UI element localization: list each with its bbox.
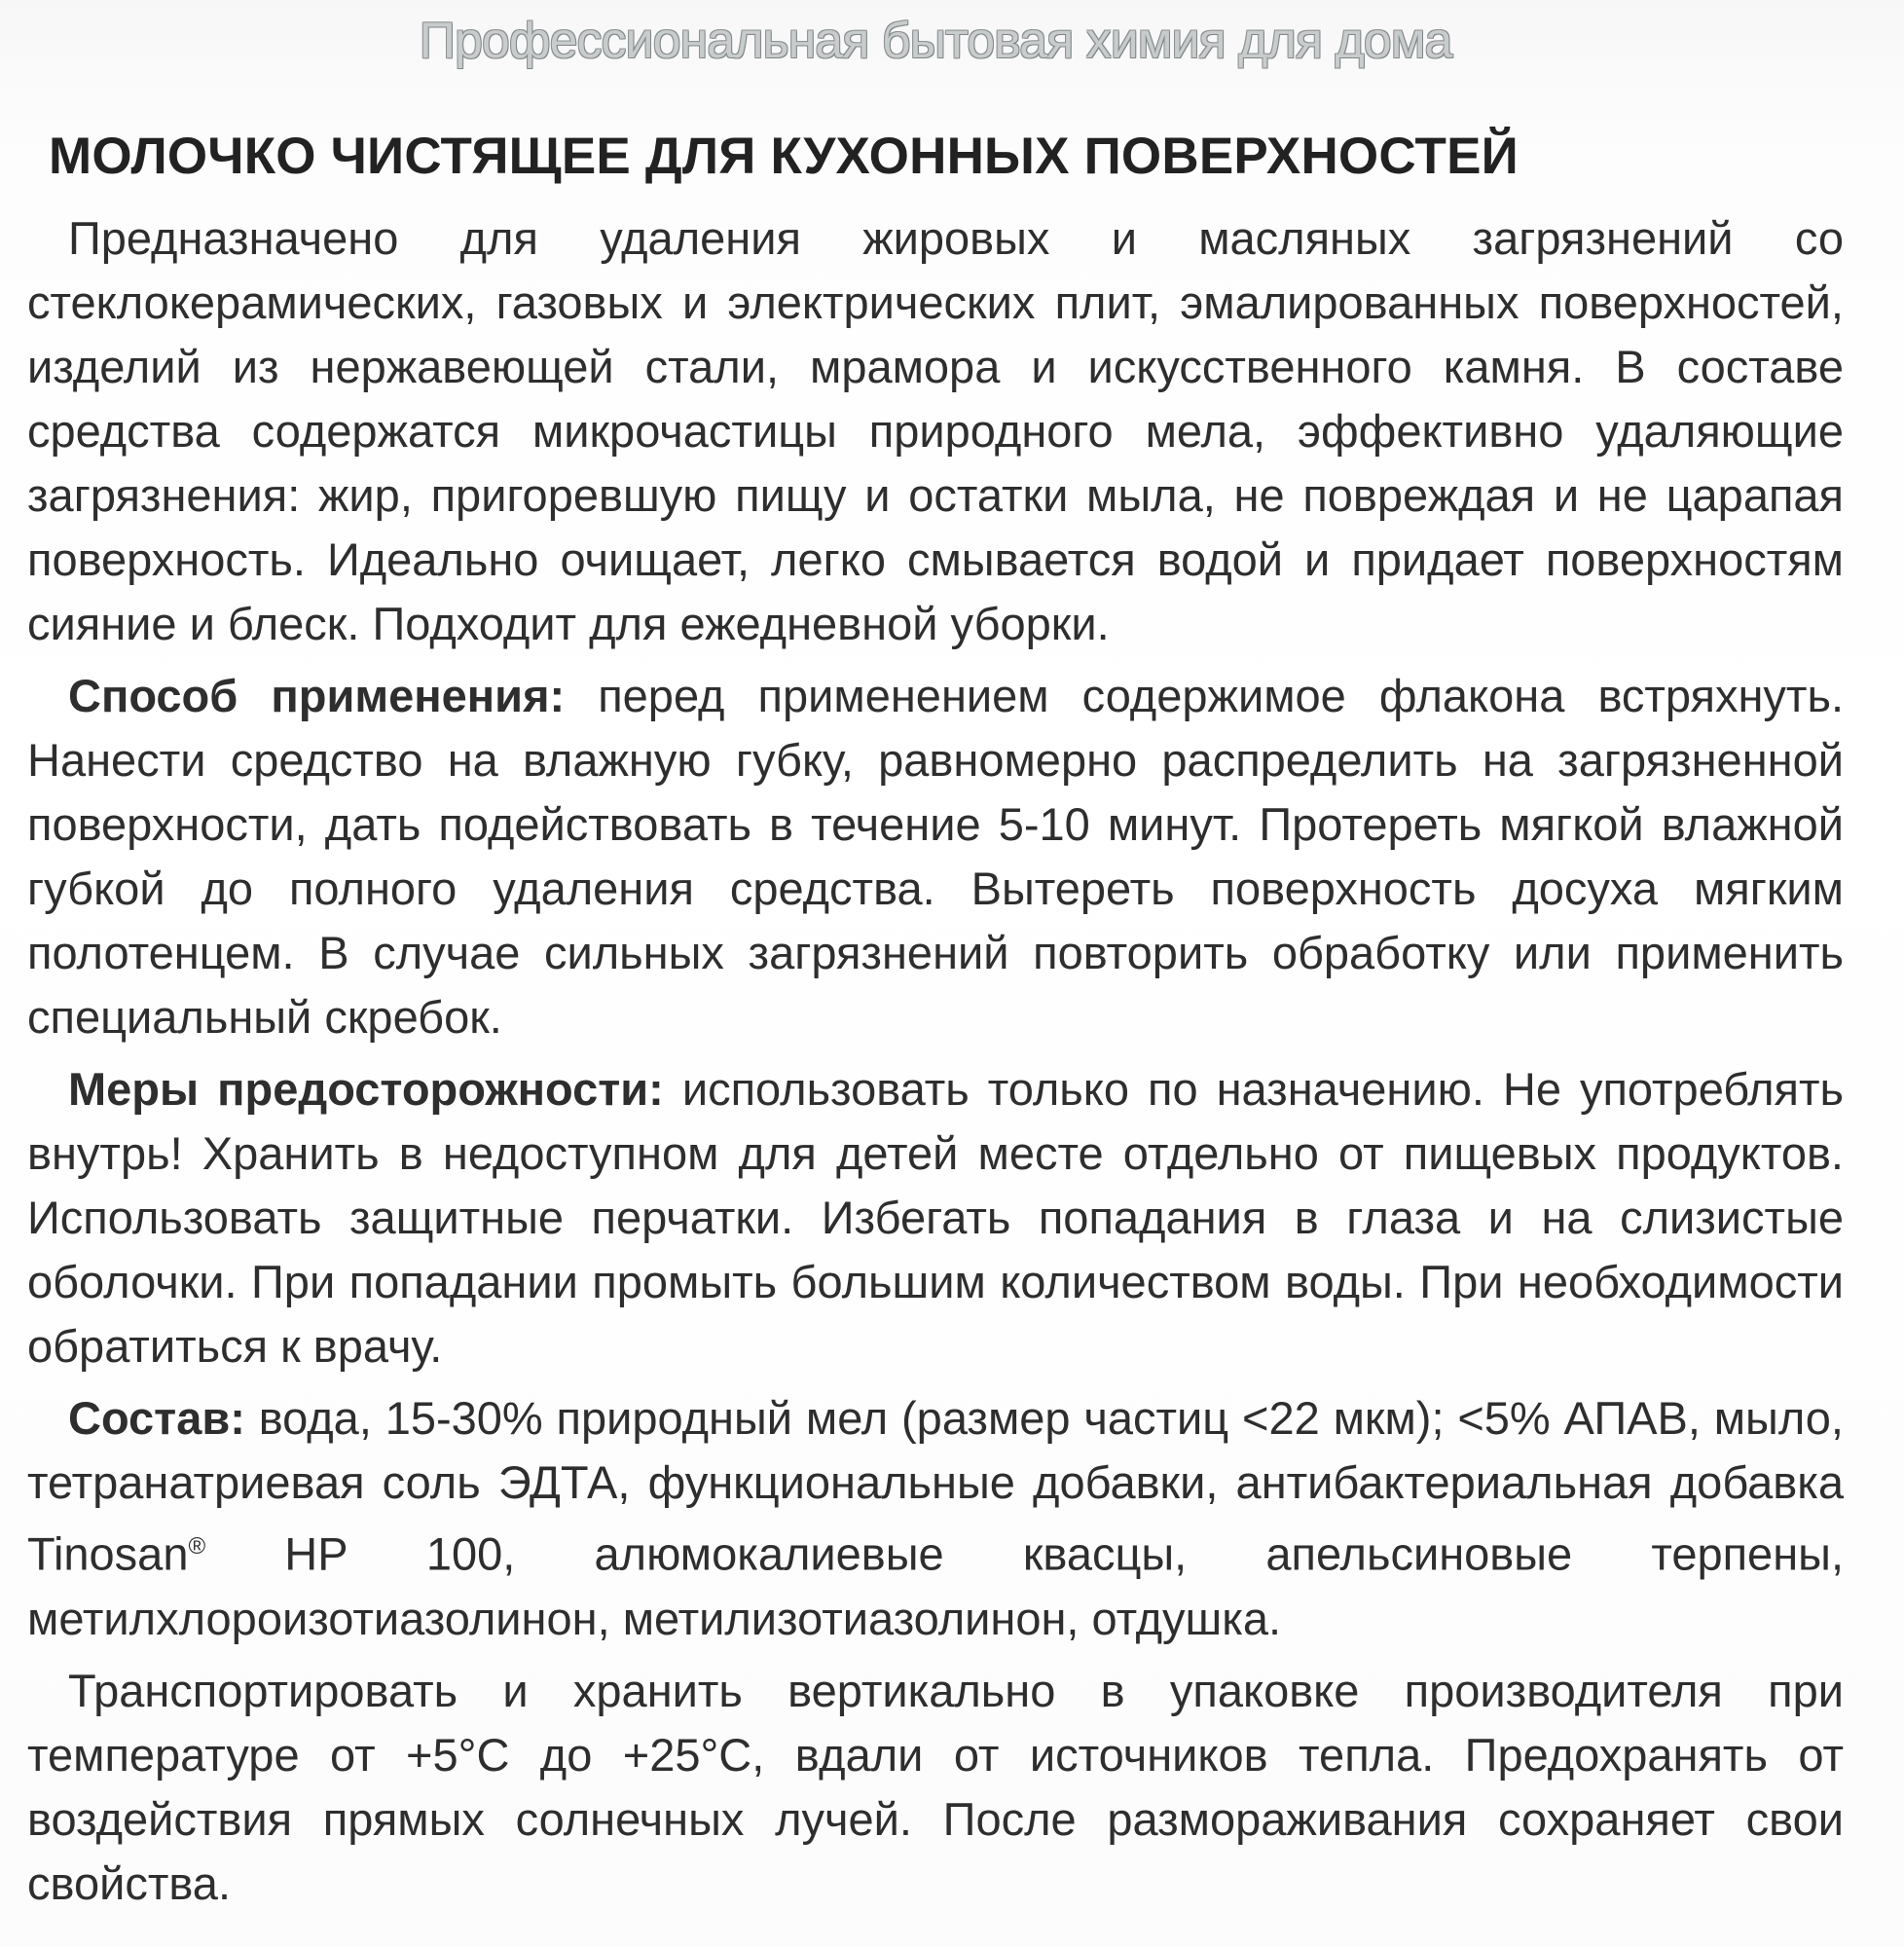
- registered-mark: ®: [188, 1533, 206, 1560]
- composition-label: Состав:: [68, 1392, 245, 1444]
- precautions-text: использовать только по назначению. Не употреблять внутрь! Хранить в недоступном для детей месте отдельно от пищевых продуктов. Использовать защитные перчатки. Избегать попадания в глаза и на слизистые оболочки. При попадании промыть большим количеством воды. При необходимости обратиться к врачу.: [27, 1063, 1845, 1372]
- usage-text: перед применением содержимое флакона встряхнуть. Нанести средство на влажную губку, равномерно распределить на загрязненной поверхности, дать подействовать в течение 5-10 минут. Протереть мягкой влажной губкой до полного удаления средства. Вытереть поверхность досуха мягким полотенцем. В случае сильных загрязнений повторить обработку или применить специальный скребок.: [27, 670, 1844, 1043]
- brand-tagline: Профессиональная бытовая химия для дома: [419, 13, 1452, 69]
- composition-text-start: вода, 15-30% природный мел (размер частиц <22 мкм); <5% АПАВ, мыло, тетранатриевая соль ЭДТА, функциональные добавки, антибактериальная добавка Tinosan: [27, 1392, 1844, 1580]
- usage-paragraph: [27, 664, 1844, 1049]
- precautions-paragraph: [27, 1057, 1844, 1378]
- product-title: МОЛОЧКО ЧИСТЯЩЕЕ ДЛЯ КУХОННЫХ ПОВЕРХНОСТЕЙ: [49, 128, 1519, 185]
- composition-text-end: HP 100, алюмокалиевые квасцы, апельсиновые терпены, метилхлороизотиазолинон, метилизотиазолинон, отдушка.: [27, 1527, 1844, 1644]
- usage-label: Способ применения:: [68, 670, 566, 721]
- description-paragraph: Предназначено для удаления жировых и масляных загрязнений со стеклокерамических, газовых и электрических плит, эмалированных поверхностей, изделий из нержавеющей стали, мрамора и искусственного камня. В составе средства содержатся микрочастицы природного мела, эффективно удаляющие загрязнения: жир, пригоревшую пищу и остатки мыла, не повреждая и не царапая поверхность. Идеально очищает, легко смывается водой и придает поверхностям сияние и блеск. Подходит для ежедневной уборки.: [27, 212, 1844, 649]
- label-body: [27, 206, 1844, 1916]
- composition-paragraph: [27, 1386, 1844, 1651]
- precautions-label: Меры предосторожности:: [68, 1063, 664, 1115]
- storage-paragraph: Транспортировать и хранить вертикально в упаковке производителя при температуре от +5°C до +25°C, вдали от источников тепла. Предохранять от воздействия прямых солнечных лучей. После размораживания сохраняет свои свойства.: [27, 1664, 1844, 1909]
